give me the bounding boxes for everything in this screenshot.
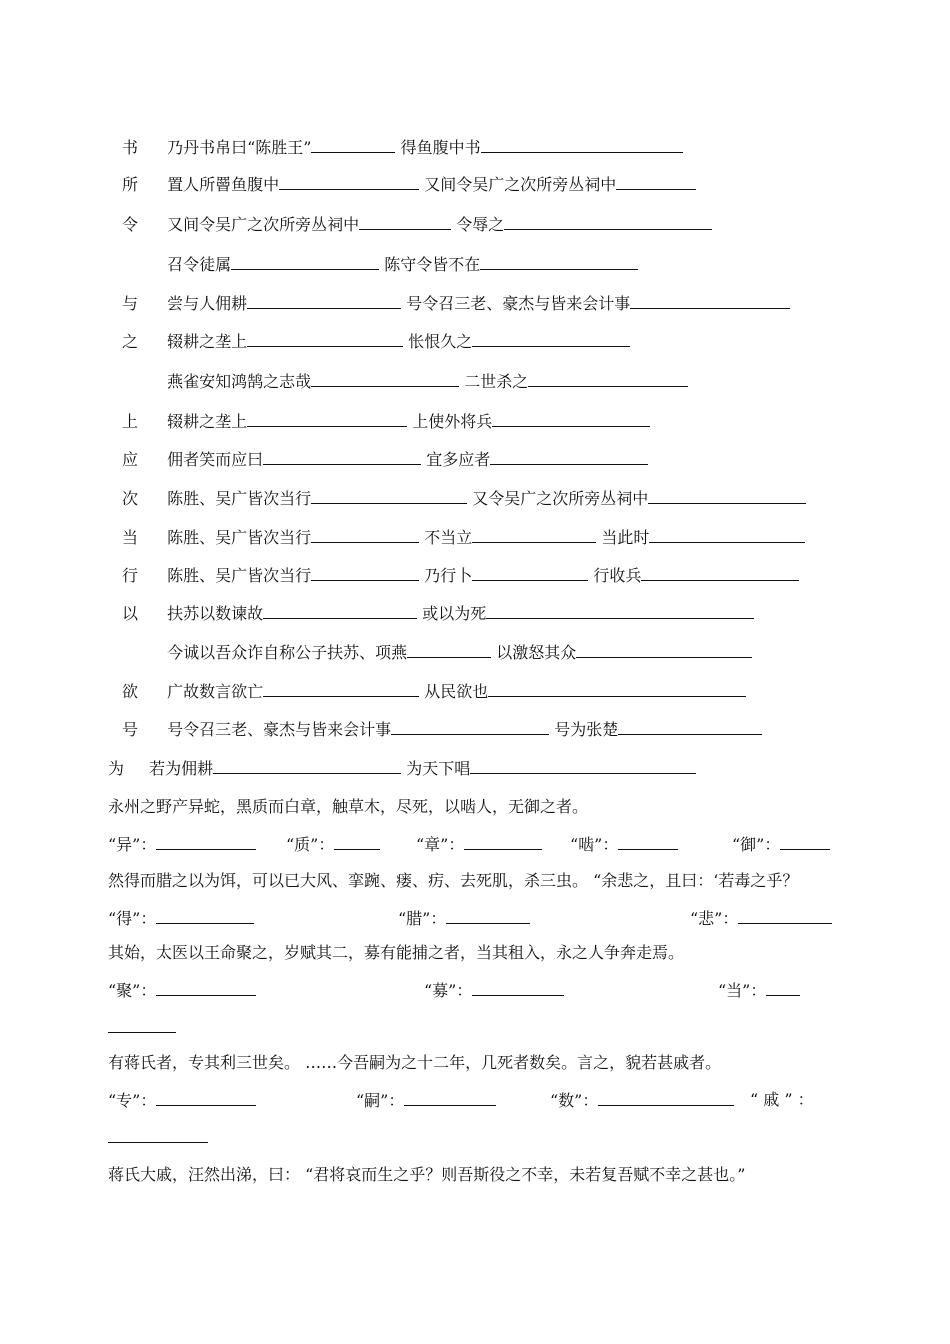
passage-sentence: 永州之野产异蛇，黑质而白章，触草木，尽死，以啮人，无御之者。: [108, 797, 589, 816]
vocab-head: 当: [122, 528, 139, 547]
passage-sentence: 然得而腊之以为饵，可以已大风、挛踠、瘘、疠、去死肌，杀三虫。 “余悲之，且曰：‘若毒之乎？: [108, 871, 799, 890]
term-item: [108, 832, 256, 856]
answer-blank-continued[interactable]: [108, 1015, 176, 1039]
term-label: “悲”：: [690, 909, 739, 928]
vocab-head: 令: [122, 215, 139, 234]
answer-blank[interactable]: [156, 978, 256, 996]
answer-blank[interactable]: [156, 832, 256, 850]
term-item: [690, 906, 832, 930]
term-label: “聚”：: [108, 981, 157, 1000]
answer-blank[interactable]: [641, 563, 799, 581]
answer-blank[interactable]: [618, 832, 678, 850]
answer-blank[interactable]: [446, 906, 530, 924]
answer-blank[interactable]: [247, 329, 403, 347]
vocab-phrase: 上使外将兵: [412, 412, 493, 431]
vocab-phrase: 又令吴广之次所旁丛祠中: [472, 489, 649, 508]
answer-blank[interactable]: [404, 1088, 496, 1106]
answer-blank[interactable]: [334, 832, 380, 850]
vocab-phrase: 得鱼腹中书: [400, 138, 481, 157]
term-label: “ 戚 ” ：: [750, 1090, 814, 1109]
term-item: [356, 1088, 496, 1112]
vocab-phrase: 乃丹书帛曰“陈胜王”: [167, 138, 312, 157]
vocab-row: [122, 329, 630, 353]
vocab-row: [122, 601, 754, 625]
passage-sentence: 有蒋氏者，专其利三世矣。 ……今吾嗣为之十二年，几死者数矣。言之，貌若甚戚者。: [108, 1053, 722, 1072]
vocab-phrase: 佣者笑而应曰: [167, 450, 264, 469]
answer-blank[interactable]: [649, 525, 805, 543]
vocab-phrase: 乃行卜: [424, 566, 473, 585]
answer-blank[interactable]: [279, 172, 419, 190]
answer-blank[interactable]: [263, 679, 419, 697]
vocab-head: 与: [122, 294, 139, 313]
term-label: “得”：: [108, 909, 157, 928]
answer-blank[interactable]: [263, 447, 421, 465]
vocab-head: 行: [122, 566, 139, 585]
vocab-phrase: 行收兵: [593, 566, 642, 585]
vocab-phrase: 尝与人佣耕: [167, 294, 248, 313]
vocab-row: [122, 409, 650, 433]
vocab-row: [122, 369, 688, 393]
answer-blank[interactable]: [156, 906, 254, 924]
vocab-phrase: 陈守令皆不在: [384, 255, 481, 274]
answer-blank[interactable]: [486, 601, 754, 619]
vocab-head: 应: [122, 450, 139, 469]
vocab-row: [122, 135, 683, 159]
vocab-row: [122, 447, 648, 471]
vocab-head: 为: [108, 759, 125, 778]
answer-blank[interactable]: [492, 409, 650, 427]
term-label: “御”：: [732, 835, 781, 854]
answer-blank[interactable]: [528, 369, 688, 387]
vocab-phrase: 令辱之: [456, 215, 505, 234]
vocab-row: [122, 563, 799, 587]
answer-blank[interactable]: [472, 978, 564, 996]
vocab-row: [122, 212, 712, 236]
term-label: “募”：: [424, 981, 473, 1000]
answer-blank[interactable]: [311, 369, 459, 387]
term-item: [550, 1088, 734, 1112]
term-label: “专”：: [108, 1091, 157, 1110]
vocab-phrase: 又间令吴广之次所旁丛祠中: [424, 175, 617, 194]
term-item: [286, 832, 380, 856]
vocab-phrase: 从民欲也: [424, 682, 489, 701]
vocab-phrase: 当此时: [601, 528, 650, 547]
answer-blank[interactable]: [480, 252, 638, 270]
vocab-phrase: 怅恨久之: [408, 332, 473, 351]
term-label: “当”：: [718, 981, 767, 1000]
vocab-phrase: 号令召三老、豪杰与皆来会计事: [406, 294, 631, 313]
vocab-phrase: 辍耕之垄上: [167, 412, 248, 431]
vocab-row: [122, 679, 746, 703]
answer-blank[interactable]: [213, 756, 401, 774]
vocab-phrase: 为天下唱: [406, 759, 471, 778]
vocab-phrase: 陈胜、吴广皆次当行: [167, 566, 312, 585]
term-label: “章”：: [416, 835, 465, 854]
answer-blank[interactable]: [488, 679, 746, 697]
term-label: “异”：: [108, 835, 157, 854]
vocab-head: 所: [122, 175, 139, 194]
vocab-row: [122, 717, 762, 741]
answer-blank[interactable]: [616, 172, 696, 190]
answer-blank[interactable]: [263, 601, 417, 619]
vocab-phrase: 或以为死: [422, 604, 487, 623]
vocab-head: 上: [122, 412, 139, 431]
vocab-phrase: 辍耕之垄上: [167, 332, 248, 351]
vocab-phrase: 陈胜、吴广皆次当行: [167, 528, 312, 547]
term-item: [750, 1088, 814, 1112]
vocab-phrase: 不当立: [424, 528, 473, 547]
answer-blank-continued[interactable]: [108, 1125, 208, 1149]
vocab-phrase: 今诚以吾众诈自称公子扶苏、项燕: [167, 643, 408, 662]
answer-blank[interactable]: [311, 486, 467, 504]
vocab-phrase: 以激怒其众: [496, 643, 577, 662]
term-label: “质”：: [286, 835, 335, 854]
answer-blank[interactable]: [470, 756, 696, 774]
term-label: “数”：: [550, 1091, 599, 1110]
vocab-row: [122, 640, 752, 664]
answer-blank[interactable]: [648, 486, 806, 504]
vocab-head: 之: [122, 332, 139, 351]
answer-blank[interactable]: [247, 409, 407, 427]
vocab-head: 书: [122, 138, 139, 157]
vocab-row: [122, 291, 790, 315]
passage-sentence: 其始，太医以王命聚之，岁赋其二，募有能捕之者，当其租入，永之人争奔走焉。: [108, 943, 685, 962]
answer-blank[interactable]: [738, 906, 832, 924]
term-item: [398, 906, 530, 930]
vocab-row: [122, 172, 696, 196]
term-item: [732, 832, 830, 856]
passage-sentence: 蒋氏大戚，汪然出涕，曰： “君将哀而生之乎？则吾斯役之不幸，未若复吾赋不幸之甚也。”: [108, 1165, 746, 1184]
vocab-phrase: 广故数言欲亡: [167, 682, 264, 701]
vocab-phrase: 召令徒属: [167, 255, 232, 274]
term-label: “嗣”：: [356, 1091, 405, 1110]
vocab-head: 号: [122, 720, 139, 739]
vocab-phrase: 若为佣耕: [149, 759, 214, 778]
answer-blank[interactable]: [359, 212, 451, 230]
answer-blank[interactable]: [618, 717, 762, 735]
vocab-head: 以: [122, 604, 139, 623]
vocab-phrase: 宜多应者: [426, 450, 491, 469]
vocab-phrase: 置人所罾鱼腹中: [167, 175, 280, 194]
term-item: [108, 906, 254, 930]
vocab-row: [122, 252, 638, 276]
answer-blank[interactable]: [481, 135, 683, 153]
vocab-row: [108, 756, 696, 780]
answer-blank[interactable]: [490, 447, 648, 465]
term-item: [718, 978, 800, 1002]
vocab-head: 欲: [122, 682, 139, 701]
vocab-phrase: 扶苏以数谏故: [167, 604, 264, 623]
term-item: [570, 832, 678, 856]
term-label: “腊”：: [398, 909, 447, 928]
vocab-phrase: 又间令吴广之次所旁丛祠中: [167, 215, 360, 234]
answer-blank[interactable]: [598, 1088, 734, 1106]
answer-blank[interactable]: [780, 832, 830, 850]
answer-blank[interactable]: [464, 832, 542, 850]
answer-blank[interactable]: [311, 563, 419, 581]
answer-blank[interactable]: [231, 252, 379, 270]
answer-blank[interactable]: [391, 717, 549, 735]
answer-blank[interactable]: [504, 212, 712, 230]
answer-blank[interactable]: [407, 640, 491, 658]
vocab-phrase: 燕雀安知鸿鹄之志哉: [167, 372, 312, 391]
term-label: “啮”：: [570, 835, 619, 854]
term-item: [416, 832, 542, 856]
answer-blank[interactable]: [247, 291, 401, 309]
vocab-phrase: 号为张楚: [554, 720, 619, 739]
answer-blank[interactable]: [311, 525, 419, 543]
answer-blank[interactable]: [311, 135, 395, 153]
answer-blank[interactable]: [156, 1088, 256, 1106]
answer-blank[interactable]: [766, 978, 800, 996]
term-item: [108, 978, 256, 1002]
term-item: [424, 978, 564, 1002]
answer-blank[interactable]: [472, 329, 630, 347]
vocab-phrase: 陈胜、吴广皆次当行: [167, 489, 312, 508]
vocab-row: [122, 486, 806, 510]
vocab-phrase: 二世杀之: [464, 372, 529, 391]
vocab-phrase: 号令召三老、豪杰与皆来会计事: [167, 720, 392, 739]
vocab-head: 次: [122, 489, 139, 508]
answer-blank[interactable]: [472, 525, 596, 543]
answer-blank[interactable]: [472, 563, 588, 581]
answer-blank[interactable]: [576, 640, 752, 658]
vocab-row: [122, 525, 805, 549]
answer-blank[interactable]: [630, 291, 790, 309]
term-item: [108, 1088, 256, 1112]
